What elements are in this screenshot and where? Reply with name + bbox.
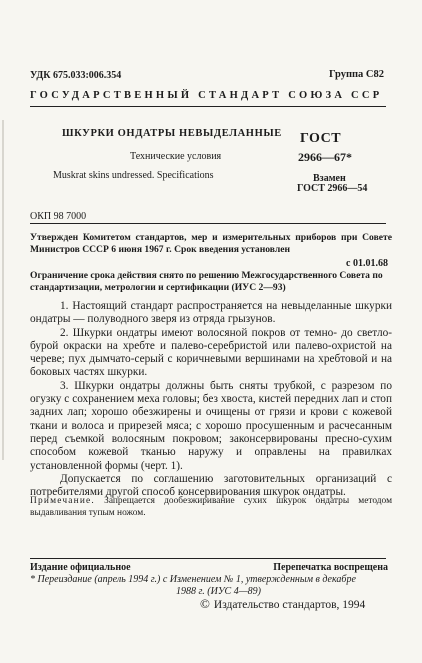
copyright-line bbox=[200, 596, 365, 612]
udk-code: УДК 675.033:006.354 bbox=[30, 70, 122, 81]
paragraph-3: 3. Шкурки ондатры должны быть сняты трубкой, с разрезом по огузку с сохранением меха головы; без хвоста, кистей передних лап и стоп задних лап; хорошо обезжирены и очищены от грязи и крови с кожевой ткани и волоса и прирезей мяса; с хорошо просушенным и расчесанным перед съемкой волосяным покровом; законсервированы пресно-сухим способом кожевой тканью наружу и оправлены на правилках установленной формы (черт. 1). bbox=[30, 379, 392, 472]
document-title: ШКУРКИ ОНДАТРЫ НЕВЫДЕЛАННЫЕ bbox=[62, 128, 282, 139]
page-edge-mark bbox=[2, 120, 4, 460]
note-block bbox=[30, 495, 392, 519]
reissue-note: * Переиздание (апрель 1994 г.) с Изменением № 1, утвержденным в декабре bbox=[30, 574, 356, 585]
gost-label: ГОСТ bbox=[300, 131, 342, 146]
okp-rule bbox=[30, 223, 386, 224]
footer-rule bbox=[30, 558, 386, 559]
copyright-icon: © bbox=[200, 596, 210, 611]
paragraph-2: 2. Шкурки ондатры имеют волосяной покров от темно- до светло-бурой окраски на хребте и палево-серебристой или палево-охристой на череве; пух дымчато-серый с коричневыми вершинами на хребтовой и на боковых частях шкурки. bbox=[30, 326, 392, 379]
top-rule bbox=[30, 106, 386, 107]
note-text: Запрещается дообезжиривание сухих шкурок ондатры методом выдавливания тупым ножом. bbox=[30, 496, 392, 518]
replaces-label: Взамен bbox=[313, 173, 346, 184]
okp-code: ОКП 98 7000 bbox=[30, 211, 87, 222]
standard-banner: ГОСУДАРСТВЕННЫЙ СТАНДАРТ СОЮЗА ССР bbox=[30, 90, 383, 101]
group-code: Группа С82 bbox=[328, 69, 384, 80]
effective-date: с 01.01.68 bbox=[346, 258, 388, 269]
paragraph-4: Допускается по соглашению заготовительных организаций с потребителями другой способ консервирования шкурок ондатры. bbox=[30, 472, 392, 499]
document-subtitle: Технические условия bbox=[130, 151, 222, 162]
edition-label: Издание официальное bbox=[30, 562, 131, 573]
reissue-note-continued: 1988 г. (ИУС 4—89) bbox=[176, 586, 261, 597]
note-label: Примечание. bbox=[30, 496, 95, 506]
gost-number: 2966—67* bbox=[298, 150, 352, 164]
reprint-notice: Перепечатка воспрещена bbox=[273, 562, 388, 573]
body-section bbox=[30, 300, 392, 499]
english-title: Muskrat skins undressed. Specifications bbox=[53, 170, 214, 181]
approval-statement: Утвержден Комитетом стандартов, мер и измерительных приборов при Совете Министров СССР 6 июня 1967 г. Срок введения установлен bbox=[30, 232, 392, 255]
limitation-statement: Ограничение срока действия снято по решению Межгосударственного Совета по стандартизации, метрологии и сертификации (ИУС 2—93) bbox=[30, 270, 383, 293]
paragraph-1: 1. Настоящий стандарт распространяется на невыделанные шкурки ондатры — полуводного зверя из отряда грызунов. bbox=[30, 300, 392, 326]
replaced-standard: ГОСТ 2966—54 bbox=[297, 183, 368, 194]
copyright-text: Издательство стандартов, 1994 bbox=[213, 599, 366, 611]
